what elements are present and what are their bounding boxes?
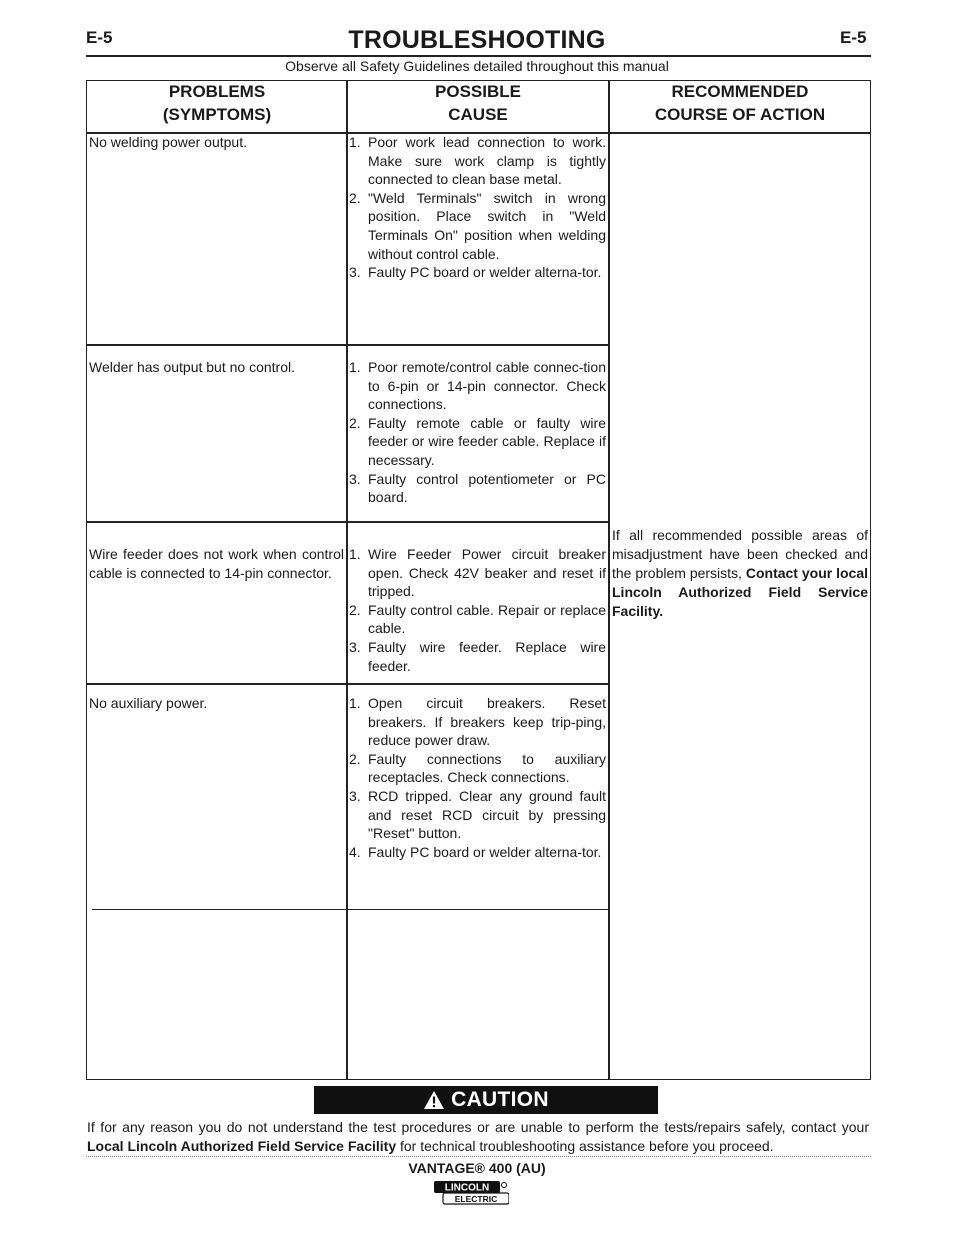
cause-item: 2. Faulty connections to auxiliary receptacles. Check connections. — [349, 750, 606, 786]
row-divider — [86, 521, 608, 523]
warning-triangle-icon — [423, 1090, 445, 1110]
cause-list — [349, 545, 606, 675]
column-header-problems: PROBLEMS (SYMPTOMS) — [162, 82, 272, 124]
recommended-action: If all recommended possible areas of misadjustment have been checked and the problem persists, Contact your local Lincoln Authorized Field Service Facility. — [612, 527, 868, 619]
row-divider — [86, 683, 608, 685]
cause-item: 1. Wire Feeder Power circuit breaker open. Check 42V beaker and reset if tripped. — [349, 546, 606, 600]
cause-list — [349, 133, 606, 282]
lincoln-electric-logo — [433, 1180, 509, 1206]
cause-item: 1. Poor remote/control cable connec-tion to 6-pin or 14-pin connector. Check connections. — [349, 359, 606, 413]
cause-item: 3. RCD tripped. Clear any ground fault and reset RCD circuit by pressing "Reset" button. — [349, 787, 606, 842]
column-divider-1 — [346, 80, 348, 1080]
contact-lincoln-text: Contact your local Lincoln Authorized Field Service Facility. — [612, 565, 868, 619]
problem-cell: Wire feeder does not work when control cable is connected to 14-pin connector. — [89, 546, 344, 581]
cause-item: 1. Open circuit breakers. Reset breakers. If breakers keep trip-ping, reduce power draw. — [349, 695, 606, 749]
column-header-cause: POSSIBLE CAUSE — [435, 82, 521, 124]
safety-subtitle: Observe all Safety Guidelines detailed throughout this manual — [285, 58, 669, 74]
caution-label: CAUTION — [451, 1088, 549, 1111]
table-border-bottom — [86, 1079, 871, 1080]
page-number-right: E-5 — [840, 28, 867, 47]
caution-notice: If for any reason you do not understand the test procedures or are unable to perform the tests/repairs safely, contact your Local Lincoln Authorized Field Service Facility for technical troubleshooting assistance before you proceed. — [87, 1119, 869, 1154]
problem-cell: No auxiliary power. — [89, 695, 208, 711]
page-number-left: E-5 — [86, 28, 113, 47]
cause-item: 3. Faulty wire feeder. Replace wire feeder. — [349, 638, 606, 674]
table-border-right — [870, 80, 871, 1080]
cause-list — [349, 694, 606, 861]
page-title: TROUBLESHOOTING — [348, 26, 606, 54]
row-divider — [92, 909, 608, 910]
row-divider — [86, 344, 608, 346]
table-border-left — [86, 80, 87, 1080]
title-divider — [86, 55, 871, 57]
problem-cell: Welder has output but no control. — [89, 359, 295, 375]
column-header-action: RECOMMENDED COURSE OF ACTION — [654, 82, 826, 124]
footer-divider — [86, 1156, 871, 1157]
cause-item: 1. Poor work lead connection to work. Make sure work clamp is tightly connected to clean base metal. — [349, 134, 606, 188]
service-facility-text: Local Lincoln Authorized Field Service Facility — [87, 1138, 397, 1154]
cause-item: 2. "Weld Terminals" switch in wrong position. Place switch in "Weld Terminals On" position when welding without control cable. — [349, 189, 606, 262]
model-name: VANTAGE® 400 (AU) — [408, 1160, 546, 1176]
cause-item: 3. Faulty control potentiometer or PC board. — [349, 470, 606, 506]
cause-list — [349, 358, 606, 507]
cause-item: 2. Faulty control cable. Repair or replace cable. — [349, 601, 606, 637]
svg-text:LINCOLN: LINCOLN — [444, 1182, 490, 1194]
cause-item: 3. Faulty PC board or welder alterna-tor. — [349, 264, 602, 281]
problem-cell: No welding power output. — [89, 134, 247, 150]
column-divider-2 — [608, 80, 610, 1080]
cause-item: 4. Faulty PC board or welder alterna-tor. — [349, 843, 602, 860]
caution-banner — [314, 1086, 658, 1114]
svg-text:ELECTRIC: ELECTRIC — [454, 1194, 498, 1204]
cause-item: 2. Faulty remote cable or faulty wire feeder or wire feeder cable. Replace if necessary. — [349, 414, 606, 468]
